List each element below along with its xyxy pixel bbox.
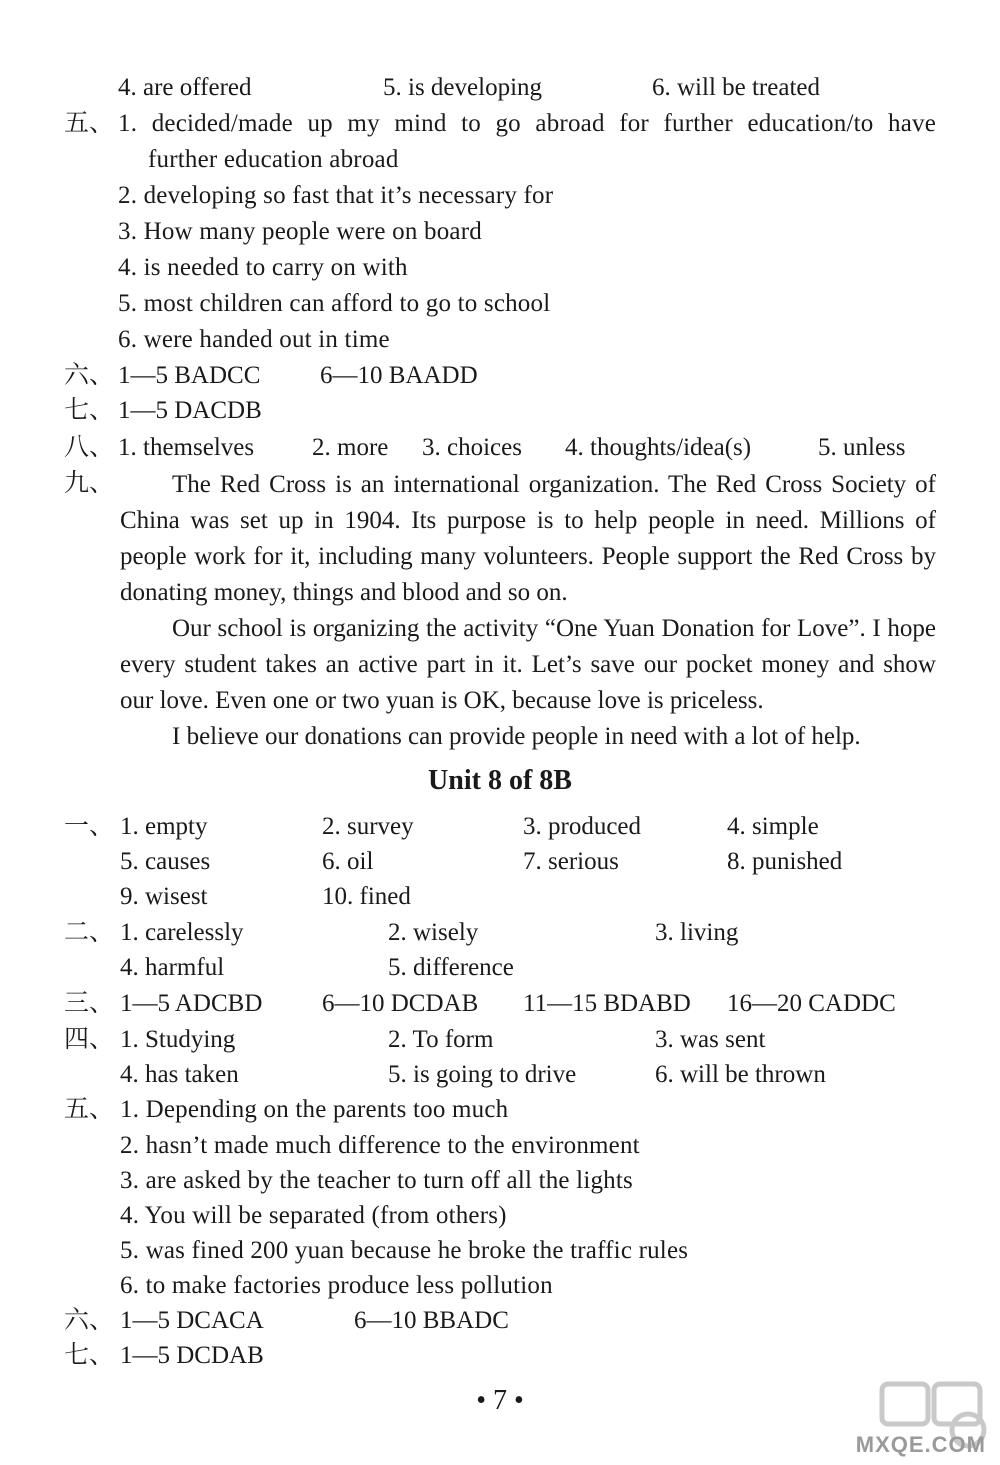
section-marker: 三、 [64, 990, 115, 1017]
answer-item: 1. themselves [118, 434, 255, 461]
answer-item: 3. was sent [655, 1026, 766, 1053]
answer-item: 4. thoughts/idea(s) [565, 434, 752, 461]
answer-line: 5. most children can afford to go to school [118, 290, 551, 317]
answer-item: 6. will be treated [652, 74, 820, 101]
answer-item: 1—5 BADCC [118, 362, 261, 389]
answer-item: 5. unless [818, 434, 906, 461]
answer-item: 4. has taken [120, 1061, 239, 1088]
answer-line: 6. to make factories produce less pollution [120, 1272, 553, 1299]
answer-line: 1. decided/made up my mind to go abroad for further education/to have [118, 110, 936, 137]
answer-item: 1. Studying [120, 1026, 236, 1053]
answer-item: 6—10 DCDAB [322, 990, 479, 1017]
section-marker: 七、 [64, 397, 115, 424]
answer-item: 1—5 DCACA [120, 1307, 264, 1334]
answer-item: 10. fined [322, 883, 411, 910]
answer-item: 8. punished [727, 848, 843, 875]
section-marker: 一、 [64, 813, 115, 840]
answer-item: 5. is developing [383, 74, 543, 101]
answer-item: 3. living [655, 919, 739, 946]
watermark-text: MXQE.COM [855, 1432, 986, 1457]
section-marker: 六、 [64, 362, 115, 389]
essay-paragraph: The Red Cross is an international organization. The Red Cross Society of China was set up in 1904. Its purpose is to help people in need. Millions of people work for it, including many volunteers. People support the Red Cross by donating money, things and blood and so on. [120, 471, 936, 606]
essay-paragraph: Our school is organizing the activity “One Yuan Donation for Love”. I hope every student takes an active part in it. Let’s save our pocket money and show our love. Even one or two yuan is OK, because love is priceless. [120, 615, 936, 714]
answer-item: 6. will be thrown [655, 1061, 826, 1088]
answer-item: 1—5 ADCBD [120, 990, 263, 1017]
section-marker: 五、 [64, 1096, 115, 1123]
answer-item: 11—15 BDABD [523, 990, 691, 1017]
answer-item: 6—10 BBADC [354, 1307, 509, 1334]
answer-item: 1—5 DCDAB [120, 1342, 264, 1369]
section-marker: 五、 [64, 110, 115, 137]
answer-line: 4. is needed to carry on with [118, 254, 408, 281]
answer-item: 1. empty [120, 813, 208, 840]
answer-item: 16—20 CADDC [727, 990, 896, 1017]
answer-item: 4. harmful [120, 954, 225, 981]
answer-item: 5. causes [120, 848, 211, 875]
answer-item: 2. survey [322, 813, 414, 840]
page-number: • 7 • [476, 1385, 524, 1416]
section-marker: 九、 [64, 470, 115, 497]
answer-line: 3. How many people were on board [118, 218, 482, 245]
answer-item: 7. serious [523, 848, 619, 875]
answer-line: 1. Depending on the parents too much [120, 1096, 509, 1123]
answer-line: 2. hasn’t made much difference to the environment [120, 1132, 640, 1159]
answer-item: 2. wisely [388, 919, 479, 946]
section-marker: 二、 [64, 919, 115, 946]
answer-line: 5. was fined 200 yuan because he broke the traffic rules [120, 1237, 689, 1264]
section-marker: 六、 [64, 1307, 115, 1334]
answer-item: 9. wisest [120, 883, 208, 910]
answer-line: 4. You will be separated (from others) [120, 1202, 507, 1229]
answer-item: 5. is going to drive [388, 1061, 577, 1088]
answer-line: further education abroad [148, 146, 399, 173]
answer-item: 4. simple [727, 813, 819, 840]
answer-item: 1. carelessly [120, 919, 244, 946]
answer-item: 6—10 BAADD [320, 362, 478, 389]
answer-item: 3. produced [523, 813, 642, 840]
answer-item: 2. more [312, 434, 389, 461]
essay-paragraph: I believe our donations can provide people in need with a lot of help. [172, 723, 861, 750]
answer-item: 1—5 DACDB [118, 397, 262, 424]
section-marker: 四、 [64, 1026, 115, 1053]
answer-line: 3. are asked by the teacher to turn off all the lights [120, 1167, 633, 1194]
answer-item: 3. choices [422, 434, 522, 461]
answer-item: 6. oil [322, 848, 374, 875]
section-marker: 七、 [64, 1342, 115, 1369]
unit-title: Unit 8 of 8B [428, 765, 572, 796]
answer-item: 4. are offered [118, 74, 252, 101]
answer-line: 2. developing so fast that it’s necessary for [118, 182, 554, 209]
answer-item: 2. To form [388, 1026, 494, 1053]
section-marker: 八、 [64, 434, 115, 461]
answer-item: 5. difference [388, 954, 514, 981]
answer-line: 6. were handed out in time [118, 326, 390, 353]
